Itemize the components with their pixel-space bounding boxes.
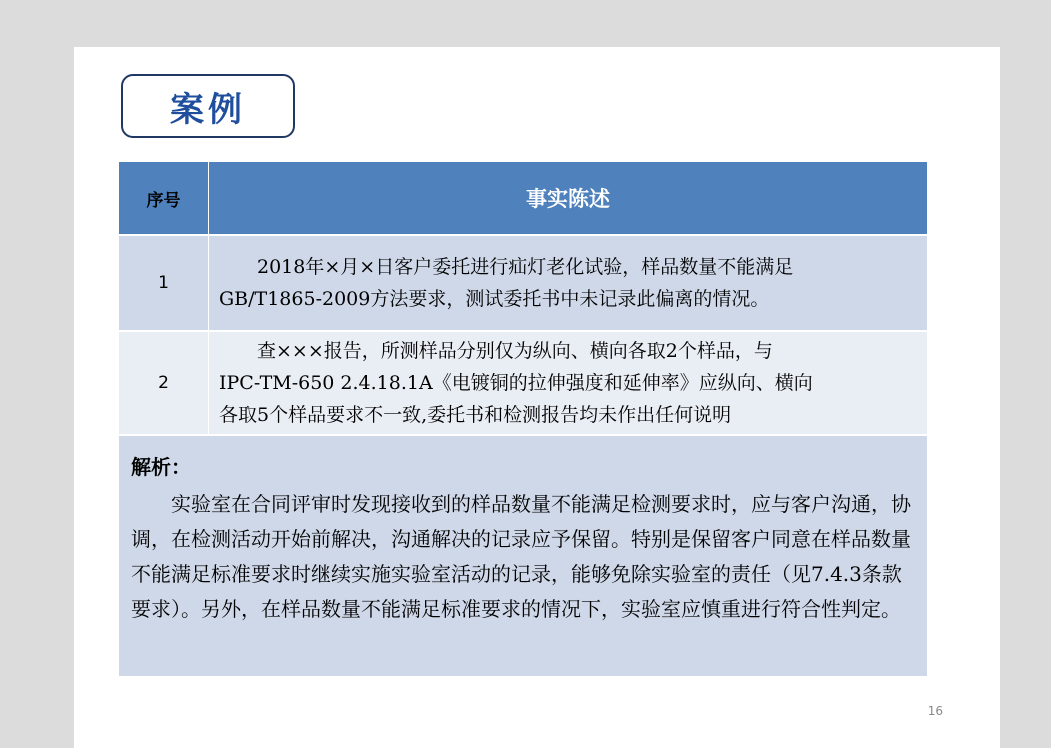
slide	[74, 47, 1000, 748]
facts-table	[119, 162, 927, 676]
row-index: 1	[119, 236, 209, 330]
table-header-row	[119, 162, 927, 234]
row-line: GB/T1865-2009方法要求，测试委托书中未记录此偏离的情况。	[219, 288, 770, 310]
page-number: 16	[927, 704, 943, 718]
row-line: IPC-TM-650 2.4.18.1A《电镀铜的拉伸强度和延伸率》应纵向、横向	[219, 372, 813, 394]
header-content: 事实陈述	[526, 186, 610, 211]
header-index: 序号	[119, 162, 209, 234]
analysis-section	[119, 434, 927, 676]
analysis-body: 实验室在合同评审时发现接收到的样品数量不能满足检测要求时，应与客户沟通，协调，在检测活动开始前解决，沟通解决的记录应予保留。特别是保留客户同意在样品数量不能满足标准要求时继续实施实验室活动的记录，能够免除实验室的责任（见7.4.3条款要求）。另外，在样品数量不能满足标准要求的情况下，实验室应慎重进行符合性判定。	[131, 492, 911, 621]
analysis-title: 解析：	[131, 455, 191, 479]
row-content	[209, 236, 927, 330]
row-line: 查×××报告，所测样品分别仅为纵向、横向各取2个样品，与	[257, 340, 773, 362]
row-line: 2018年×月×日客户委托进行疝灯老化试验，样品数量不能满足	[257, 256, 794, 278]
row-line: 各取5个样品要求不一致,委托书和检测报告均未作出任何说明	[219, 404, 732, 426]
table-row	[119, 330, 927, 434]
row-content	[209, 332, 927, 434]
row-index: 2	[119, 332, 209, 434]
table-row	[119, 234, 927, 330]
slide-title: 案例	[121, 74, 295, 138]
